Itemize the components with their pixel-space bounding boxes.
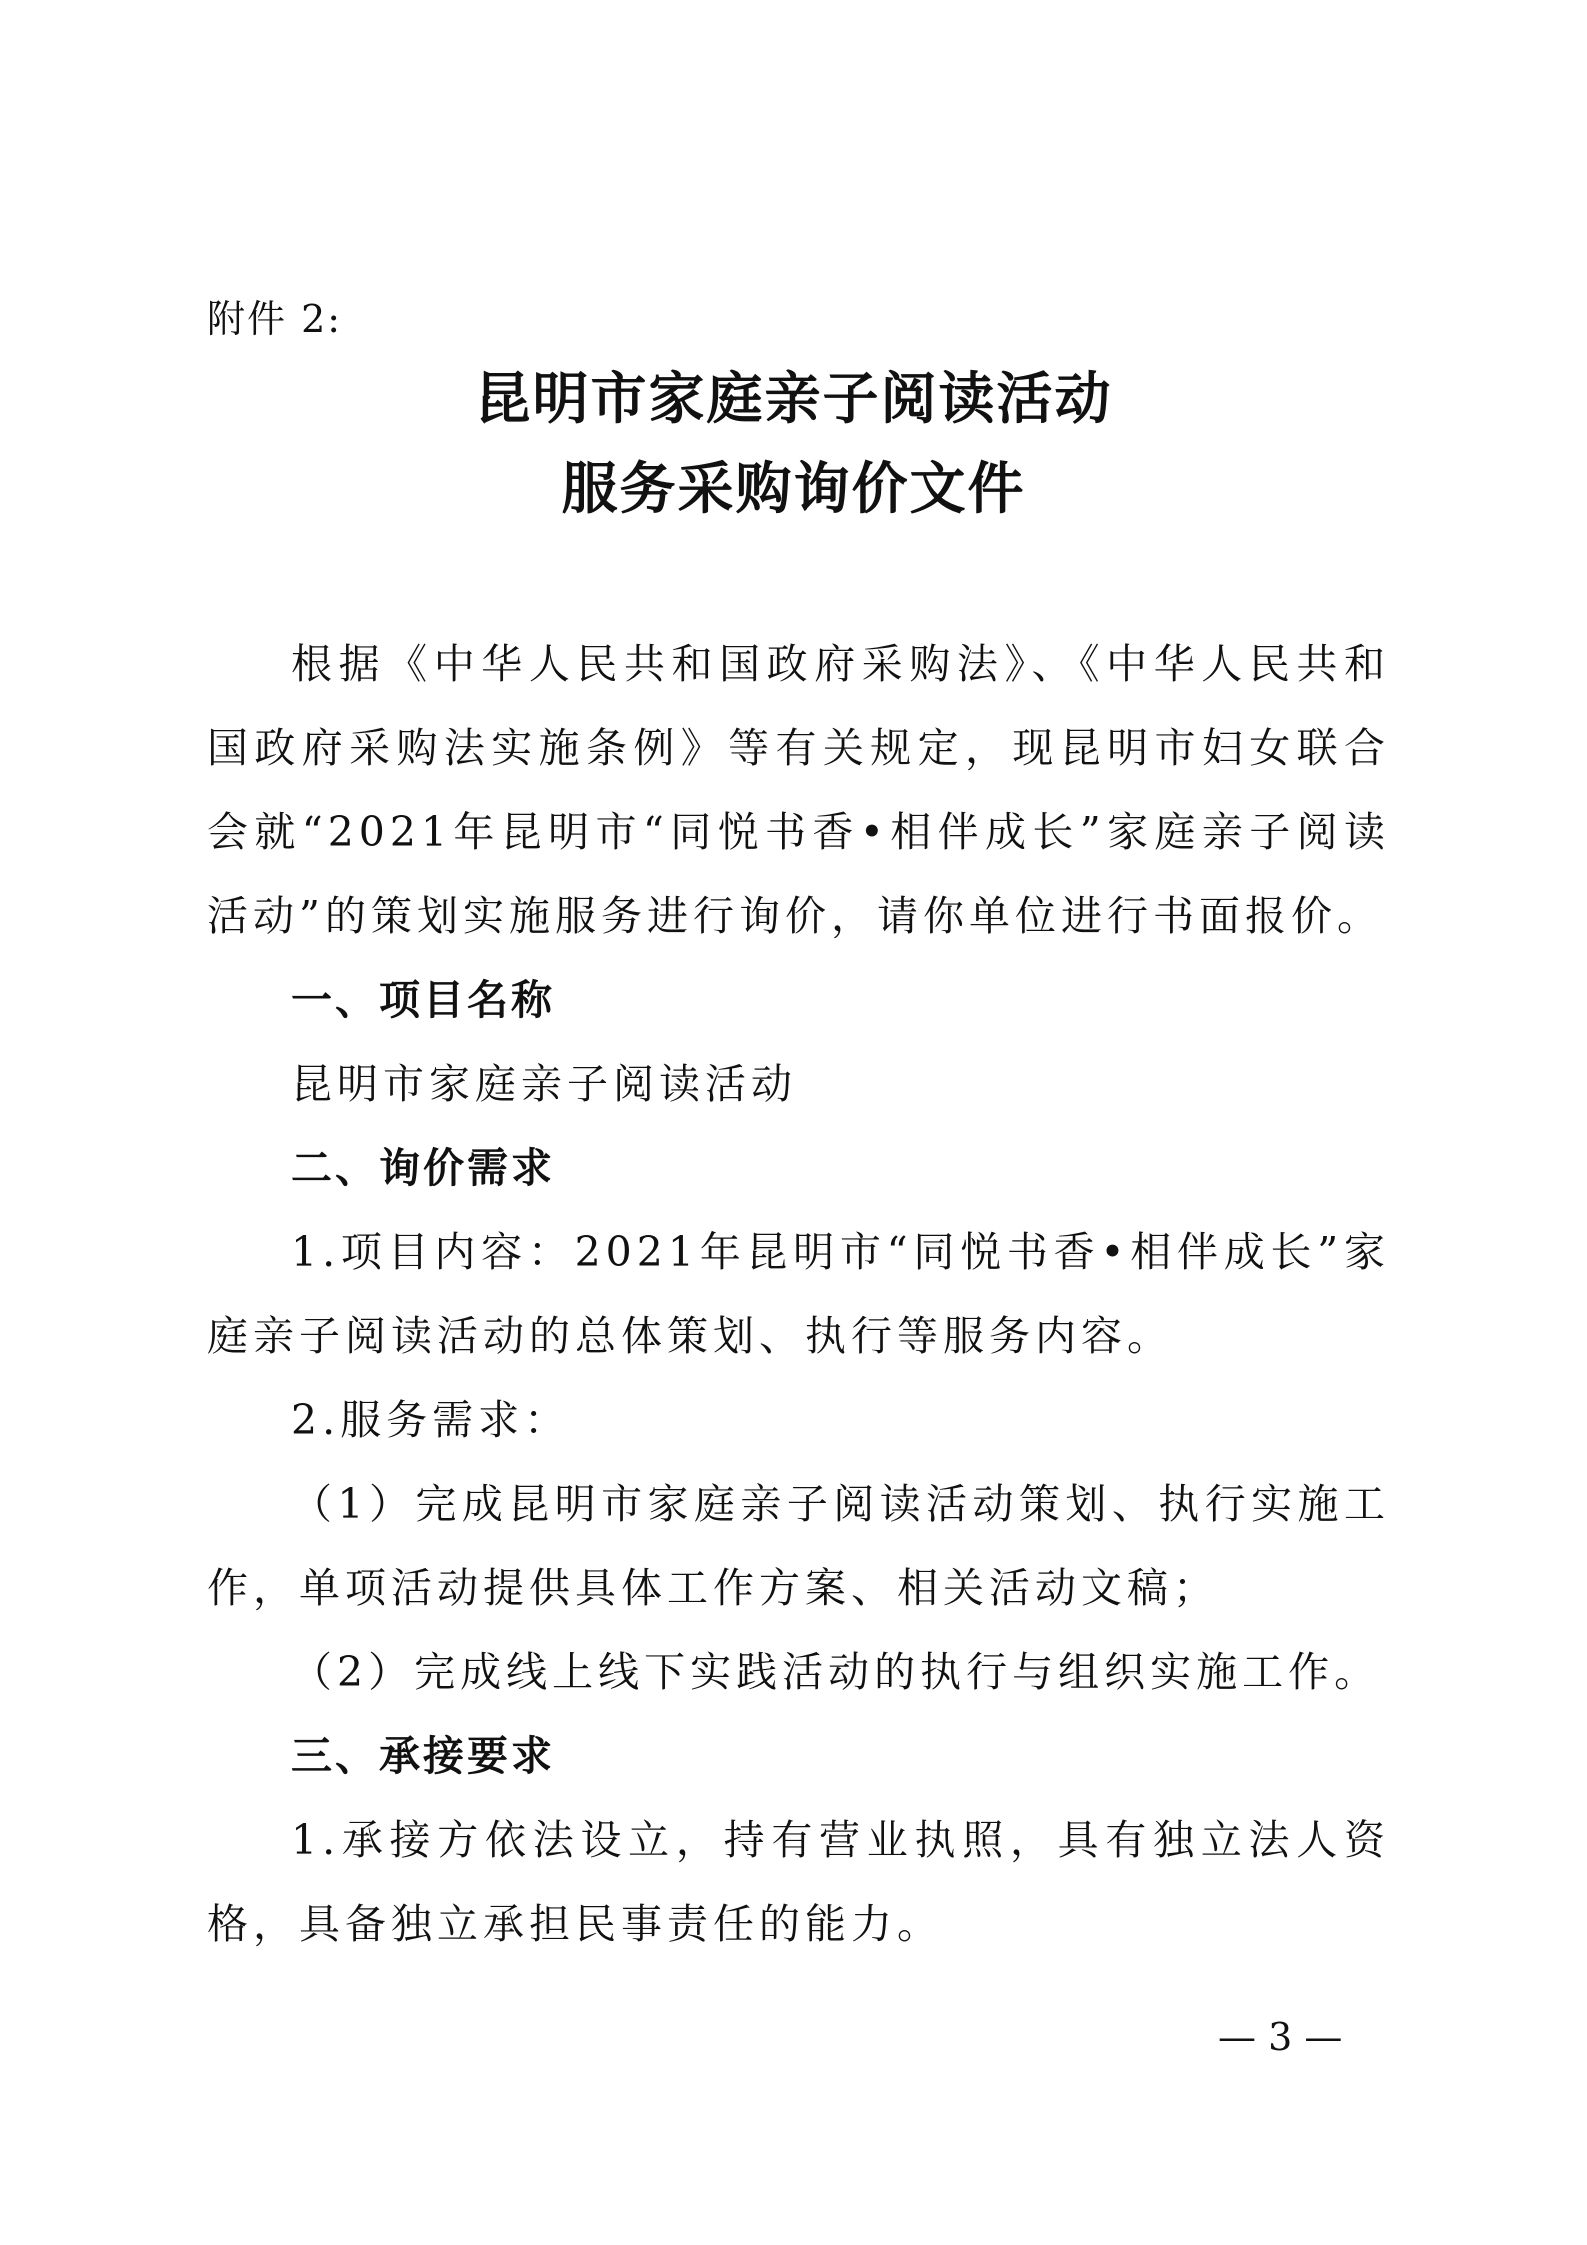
service-requirement-item-2: （2）完成线上线下实践活动的执行与组织实施工作。 (291, 1648, 1381, 1696)
section-heading-undertaking-requirements: 三、承接要求 (291, 1732, 555, 1780)
undertaking-requirement-1: 1.承接方依法设立，持有营业执照，具有独立法人资格，具备独立承担民事责任的能力。 (207, 1816, 1390, 1948)
page-number: — 3 — (1218, 2015, 1343, 2059)
project-name-text: 昆明市家庭亲子阅读活动 (291, 1060, 797, 1108)
service-requirements-label: 2.服务需求： (291, 1396, 571, 1444)
project-content-paragraph: 1.项目内容：2021年昆明市“同悦书香•相伴成长”家庭亲子阅读活动的总体策划、执行等服务内容。 (207, 1228, 1390, 1360)
section-heading-project-name: 一、项目名称 (291, 976, 555, 1024)
section-heading-inquiry-requirements: 二、询价需求 (291, 1144, 555, 1192)
document-title-line-1: 昆明市家庭亲子阅读活动 (474, 367, 1113, 432)
attachment-label: 附件 2: (207, 297, 343, 341)
document-body (207, 622, 1390, 1966)
intro-paragraph: 根据《中华人民共和国政府采购法》、《中华人民共和国政府采购法实施条例》等有关规定，现昆明市妇女联合会就“2021年昆明市“同悦书香•相伴成长”家庭亲子阅读活动”的策划实施服务进行询价，请你单位进行书面报价。 (207, 640, 1390, 940)
document-title-line-2: 服务采购询价文件 (561, 457, 1026, 522)
service-requirement-item-1: （1）完成昆明市家庭亲子阅读活动策划、执行实施工作，单项活动提供具体工作方案、相关活动文稿； (207, 1480, 1390, 1612)
